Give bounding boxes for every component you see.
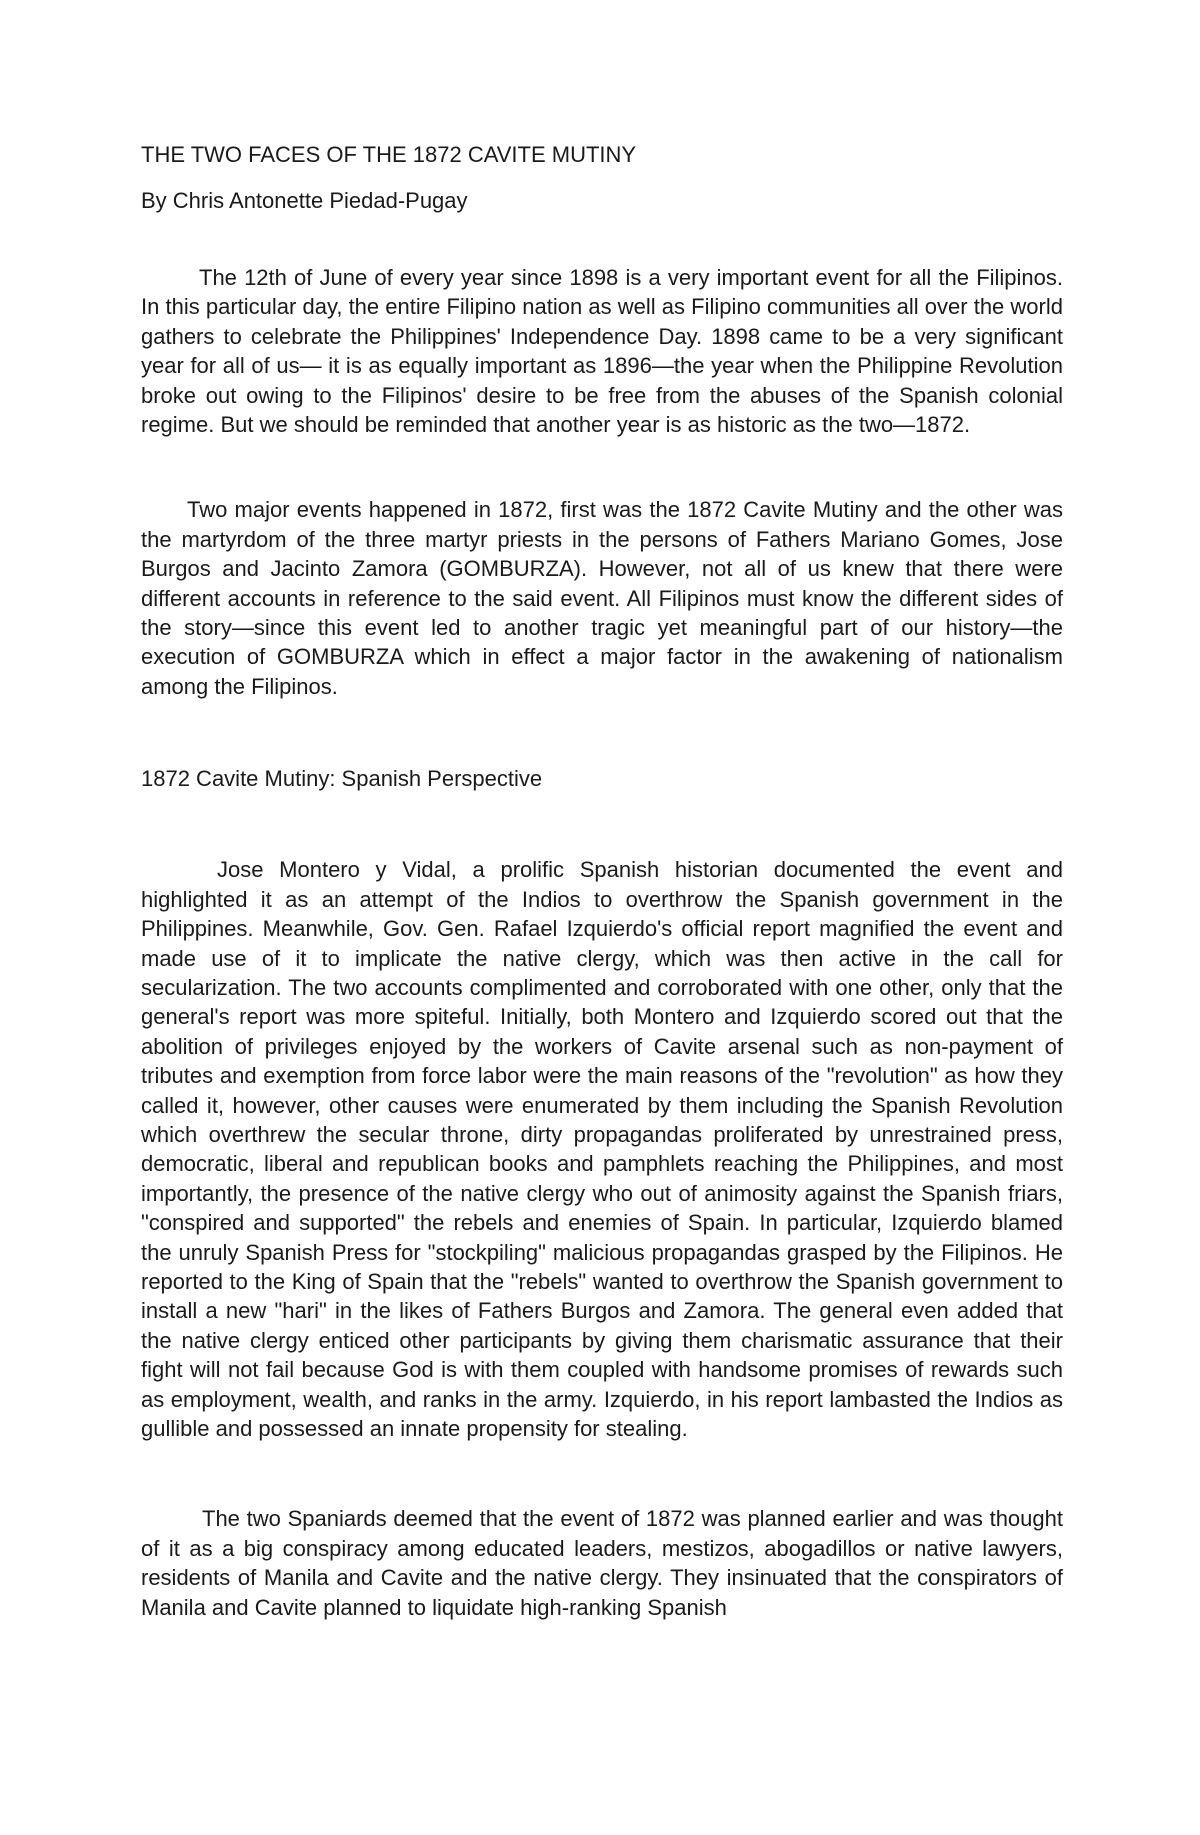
document-title: THE TWO FACES OF THE 1872 CAVITE MUTINY <box>141 142 637 167</box>
paragraph-independence-day: The 12th of June of every year since 1898 is a very important event for all the Filipinos. In this particular day, the entire Filipino nation as well as Filipino communities all over the world gathers to celebrate the Philippines' Independence Day. 1898 came to be a very significant year for all of us— it is as equally important as 1896—the year when the Philippine Revolution broke out owing to the Filipinos' desire to be free from the abuses of the Spanish colonial regime. But we should be reminded that another year is as historic as the two—1872. <box>141 265 1063 438</box>
document-author: By Chris Antonette Piedad-Pugay <box>141 188 468 213</box>
section-heading-spanish-perspective: 1872 Cavite Mutiny: Spanish Perspective <box>141 766 543 792</box>
paragraph-two-major-events: Two major events happened in 1872, first was the 1872 Cavite Mutiny and the other was the martyrdom of the three martyr priests in the persons of Fathers Mariano Gomes, Jose Burgos and Jacinto Zamora (GOMBURZA). However, not all of us knew that there were different accounts in reference to the said event. All Filipinos must know the different sides of the story—since this event led to another tragic yet meaningful part of our history—the execution of GOMBURZA which in effect a major factor in the awakening of nationalism among the Filipinos. <box>141 497 1063 699</box>
document-page <box>141 140 1063 1622</box>
paragraph-montero-izquierdo: Jose Montero y Vidal, a prolific Spanish historian documented the event and highlighted it as an attempt of the Indios to overthrow the Spanish government in the Philippines. Meanwhile, Gov. Gen. Rafael Izquierdo's official report magnified the event and made use of it to implicate the native clergy, which was then active in the call for secularization. The two accounts complimented and corroborated with one other, only that the general's report was more spiteful. Initially, both Montero and Izquierdo scored out that the abolition of privileges enjoyed by the workers of Cavite arsenal such as non-payment of tributes and exemption from force labor were the main reasons of the "revolution" as how they called it, however, other causes were enumerated by them including the Spanish Revolution which overthrew the secular throne, dirty propagandas proliferated by unrestrained press, democratic, liberal and republican books and pamphlets reaching the Philippines, and most importantly, the presence of the native clergy who out of animosity against the Spanish friars, "conspired and supported" the rebels and enemies of Spain. In particular, Izquierdo blamed the unruly Spanish Press for "stockpiling" malicious propagandas grasped by the Filipinos. He reported to the King of Spain that the "rebels" wanted to overthrow the Spanish government to install a new "hari" in the likes of Fathers Burgos and Zamora. The general even added that the native clergy enticed other participants by giving them charismatic assurance that their fight will not fail because God is with them coupled with handsome promises of rewards such as employment, wealth, and ranks in the army. Izquierdo, in his report lambasted the Indios as gullible and possessed an innate propensity for stealing. <box>141 857 1063 1441</box>
paragraph-conspiracy: The two Spaniards deemed that the event of 1872 was planned earlier and was thought of it as a big conspiracy among educated leaders, mestizos, abogadillos or native lawyers, residents of Manila and Cavite and the native clergy. They insinuated that the conspirators of Manila and Cavite planned to liquidate high-ranking Spanish <box>141 1506 1063 1620</box>
